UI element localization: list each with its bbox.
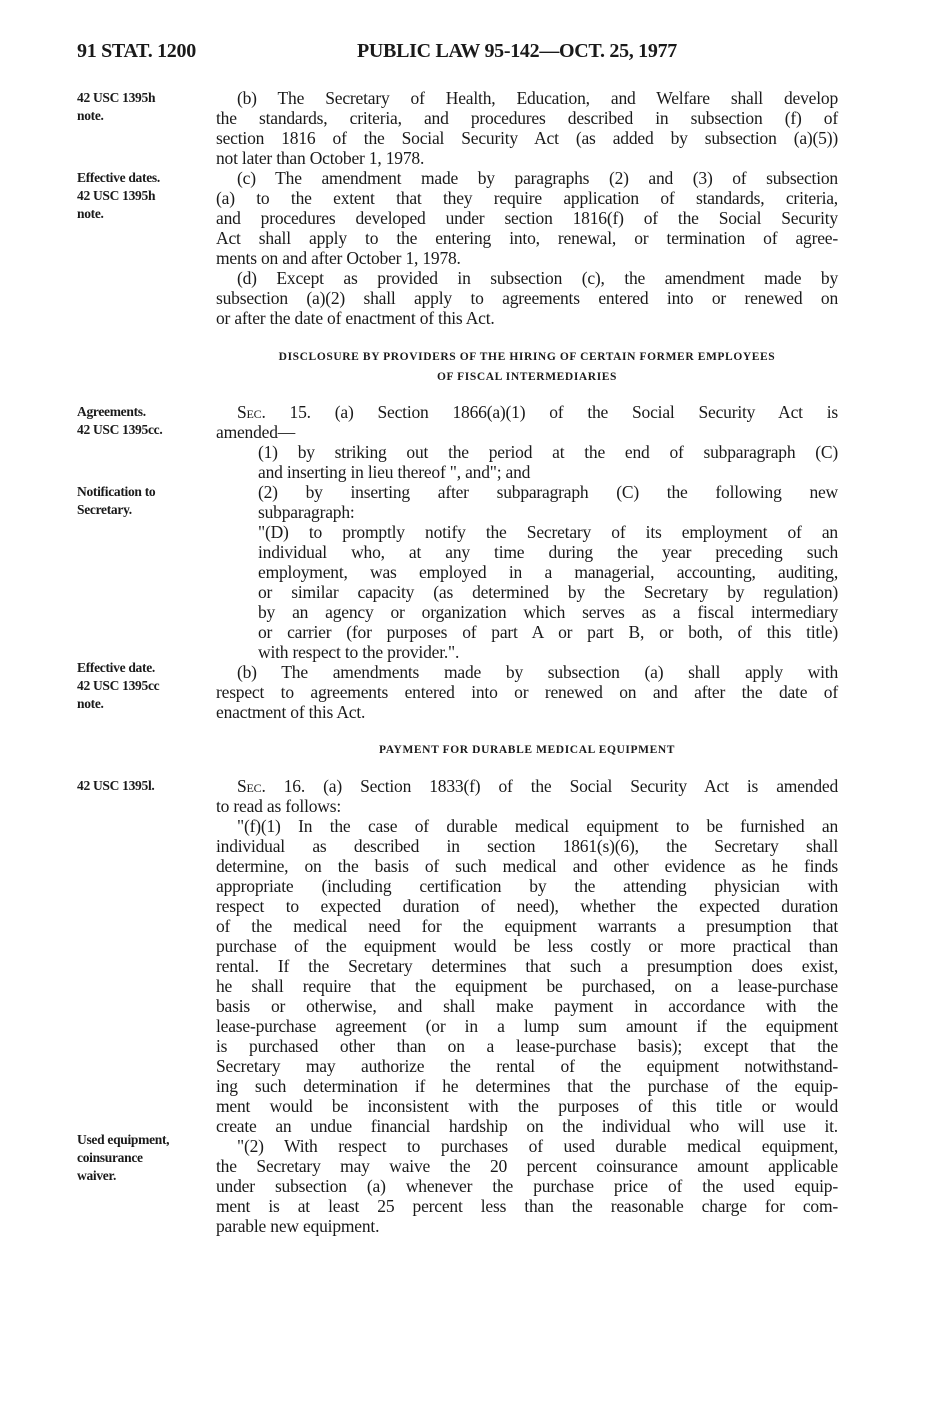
note-line: note. xyxy=(77,108,104,123)
text-line: "(D) to promptly notify the Secretary of its employment of an xyxy=(258,522,838,542)
text-line: ment is at least 25 percent less than the reasonable charge for com- xyxy=(216,1196,838,1216)
paragraph-d xyxy=(216,268,838,328)
text-line: under subsection (a) whenever the purchase price of the used equip- xyxy=(216,1176,838,1196)
section-15 xyxy=(216,402,838,722)
note-line: Effective dates. xyxy=(77,170,160,185)
margin-note xyxy=(77,1131,212,1185)
text-line: purchase of the equipment would be less costly or more practical than xyxy=(216,936,838,956)
text-line: individual as described in section 1861(s)(6), the Secretary shall xyxy=(216,836,838,856)
note-line: Used equipment, xyxy=(77,1132,170,1147)
text-line: lease-purchase agreement (or in a lump sum amount if the equipment xyxy=(216,1016,838,1036)
text-line: subsection (a)(2) shall apply to agreements entered into or renewed on xyxy=(216,288,838,308)
heading-line: OF FISCAL INTERMEDIARIES xyxy=(436,371,618,383)
text-line: with respect to the provider.". xyxy=(258,642,460,662)
section-heading-16: PAYMENT FOR DURABLE MEDICAL EQUIPMENT xyxy=(378,744,676,756)
note-line: 42 USC 1395cc xyxy=(77,678,160,693)
text-line: parable new equipment. xyxy=(216,1216,380,1236)
note-line: Notification to xyxy=(77,484,156,499)
note-line: 42 USC 1395h xyxy=(77,90,156,105)
text-line: (b) The amendments made by subsection (a) shall apply with xyxy=(237,662,838,682)
text-line: by an agency or organization which serves as a fiscal intermediary xyxy=(258,602,838,622)
text-line: respect to agreements entered into or renewed on and after the date of xyxy=(216,682,838,702)
text-line: or carrier (for purposes of part A or part B, or both, of this title) xyxy=(258,622,838,642)
text-line: "(f)(1) In the case of durable medical equipment to be furnished an xyxy=(237,816,838,836)
text-line: and procedures developed under section 1816(f) of the Social Security xyxy=(216,208,838,228)
text-line: not later than October 1, 1978. xyxy=(216,148,425,168)
text-line: Secretary may authorize the rental of the equipment notwithstand- xyxy=(216,1056,838,1076)
margin-note xyxy=(77,659,212,713)
text-line: appropriate (including certification by the attending physician with xyxy=(216,876,838,896)
note-line: 42 USC 1395cc. xyxy=(77,422,163,437)
note-line: Agreements. xyxy=(77,404,146,419)
text-line: and inserting in lieu thereof ", and"; and xyxy=(258,462,531,482)
text-line: respect to expected duration of need), whether the expected duration xyxy=(216,896,838,916)
paragraph-c xyxy=(216,168,838,268)
text-span: (a) Section 1866(a)(1) of the Social Security Act is xyxy=(334,402,838,422)
text-line: ment would be inconsistent with the purposes of this title or would xyxy=(216,1096,838,1116)
note-line: 42 USC 1395l. xyxy=(77,778,155,793)
text-line: subparagraph: xyxy=(258,502,355,522)
margin-note xyxy=(77,483,212,519)
paragraph-b xyxy=(216,88,838,168)
section-label: Sec. 16. xyxy=(237,776,306,796)
text-line: (1) by striking out the period at the end of subparagraph (C) xyxy=(258,442,838,462)
note-line: waiver. xyxy=(77,1168,117,1183)
text-line: create an undue financial hardship on the individual who will use it. xyxy=(216,1116,838,1136)
text-line: (2) by inserting after subparagraph (C) the following new xyxy=(258,482,838,502)
text-line: (b) The Secretary of Health, Education, and Welfare shall develop xyxy=(237,88,838,108)
text-line: amended— xyxy=(216,422,296,442)
text-line: basis or otherwise, and shall make payment in accordance with the xyxy=(216,996,838,1016)
text-line: to read as follows: xyxy=(216,796,341,816)
text-line: he shall require that the equipment be purchased, on a lease-purchase xyxy=(216,976,838,996)
margin-note xyxy=(77,403,212,439)
text-line: determine, on the basis of such medical and other evidence as he finds xyxy=(216,856,838,876)
running-title: PUBLIC LAW 95-142—OCT. 25, 1977 xyxy=(357,40,677,62)
text-line: employment, was employed in a managerial, accounting, auditing, xyxy=(258,562,838,582)
text-line: ing such determination if he determines that the purchase of the equip- xyxy=(216,1076,838,1096)
text-span: (a) Section 1833(f) of the Social Security Act is amended xyxy=(323,776,839,796)
note-line: note. xyxy=(77,696,104,711)
margin-note xyxy=(77,89,212,125)
note-line: 42 USC 1395h xyxy=(77,188,156,203)
margin-note xyxy=(77,777,212,795)
text-line: Act shall apply to the entering into, renewal, or termination of agree- xyxy=(216,228,838,248)
heading-line: DISCLOSURE BY PROVIDERS OF THE HIRING OF CERTAIN FORMER EMPLOYEES xyxy=(278,351,776,363)
text-line: or after the date of enactment of this Act. xyxy=(216,308,495,328)
text-line: is purchased other than on a lease-purchase basis); except that the xyxy=(216,1036,838,1056)
note-line: coinsurance xyxy=(77,1150,143,1165)
section-heading-15 xyxy=(216,347,838,387)
text-line xyxy=(216,776,838,796)
text-line: "(2) With respect to purchases of used durable medical equipment, xyxy=(237,1136,838,1156)
text-line: rental. If the Secretary determines that such a presumption does exist, xyxy=(216,956,838,976)
text-line: the Secretary may waive the 20 percent coinsurance amount applicable xyxy=(216,1156,838,1176)
text-line: section 1816 of the Social Security Act (as added by subsection (a)(5)) xyxy=(216,128,838,148)
text-line: of the medical need for the equipment warrants a presumption that xyxy=(216,916,838,936)
page-number: 91 STAT. 1200 xyxy=(77,40,196,62)
text-line: the standards, criteria, and procedures described in subsection (f) of xyxy=(216,108,838,128)
note-line: note. xyxy=(77,206,104,221)
section-label: Sec. 15. xyxy=(237,402,311,422)
note-line: Effective date. xyxy=(77,660,155,675)
margin-note xyxy=(77,169,212,223)
text-line: individual who, at any time during the year preceding such xyxy=(258,542,838,562)
text-line: (a) to the extent that they require application of standards, criteria, xyxy=(216,188,838,208)
text-line: (d) Except as provided in subsection (c), the amendment made by xyxy=(237,268,838,288)
text-line xyxy=(216,402,838,422)
text-line: (c) The amendment made by paragraphs (2) and (3) of subsection xyxy=(237,168,838,188)
section-16 xyxy=(216,776,838,1236)
text-line: or similar capacity (as determined by the Secretary by regulation) xyxy=(258,582,838,602)
text-line: enactment of this Act. xyxy=(216,702,366,722)
text-line: ments on and after October 1, 1978. xyxy=(216,248,461,268)
note-line: Secretary. xyxy=(77,502,132,517)
